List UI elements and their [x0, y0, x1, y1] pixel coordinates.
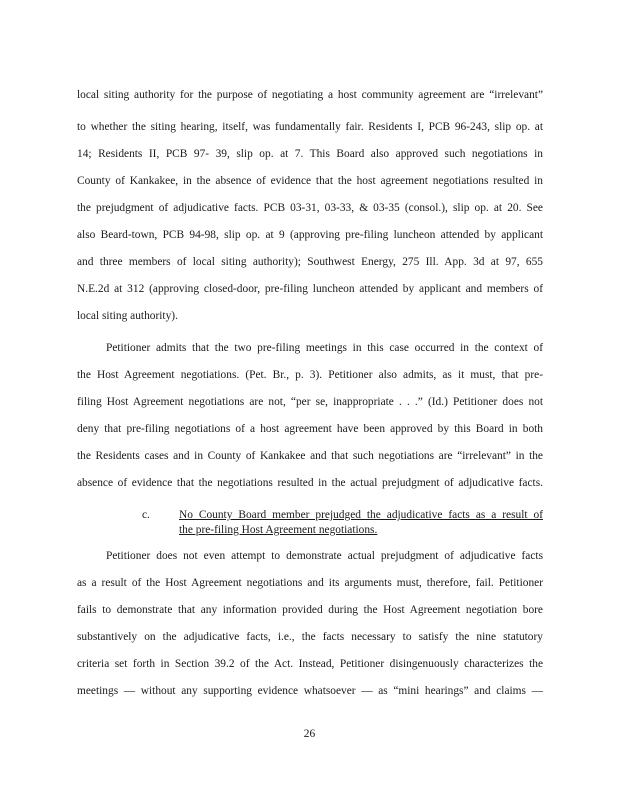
p2-line-5: the Residents cases and in County of Kankakee and that such negotiations are “irrelevant” in the: [77, 450, 543, 462]
p3-line-6: meetings — without any supporting evidence whatsoever — as “mini hearings” and claims —: [77, 685, 543, 697]
p1-line-1: local siting authority for the purpose of negotiating a host community agreement are “irrelevant”: [77, 89, 543, 101]
p3-line-1: Petitioner does not even attempt to demonstrate actual prejudgment of adjudicative facts: [106, 550, 543, 562]
p3-line-3: fails to demonstrate that any information provided during the Host Agreement negotiation bore: [77, 604, 543, 616]
p1-line-8: N.E.2d at 312 (approving closed-door, pre-filing luncheon attended by applicant and members of: [77, 283, 543, 295]
subheading-marker: c.: [142, 509, 150, 521]
p1-line-3: 14; Residents II, PCB 97- 39, slip op. at 7. This Board also approved such negotiations in: [77, 148, 543, 160]
p1-line-5: the prejudgment of adjudicative facts. PCB 03-31, 03-33, & 03-35 (consol.), slip op. at 20. See: [77, 202, 543, 214]
p1-line-9: local siting authority).: [77, 310, 178, 322]
page-number: 26: [303, 728, 316, 740]
p2-line-2: the Host Agreement negotiations. (Pet. Br., p. 3). Petitioner also admits, as it must, that pre-: [77, 369, 543, 381]
subheading-line-2: the pre-filing Host Agreement negotiations.: [179, 524, 378, 536]
p1-line-7: and three members of local siting authority); Southwest Energy, 275 Ill. App. 3d at 97, 655: [77, 256, 543, 268]
p2-line-4: deny that pre-filing negotiations of a host agreement have been approved by this Board in both: [77, 423, 543, 435]
p1-line-4: County of Kankakee, in the absence of evidence that the host agreement negotiations resulted in: [77, 175, 543, 187]
p1-line-2: to whether the siting hearing, itself, was fundamentally fair. Residents I, PCB 96-243, slip op. at: [77, 121, 543, 133]
p2-line-1: Petitioner admits that the two pre-filing meetings in this case occurred in the context of: [106, 342, 543, 354]
p3-line-2: as a result of the Host Agreement negotiations and its arguments must, therefore, fail. Petitioner: [77, 577, 543, 589]
p2-line-6: absence of evidence that the negotiations resulted in the actual prejudgment of adjudicative facts.: [77, 477, 543, 489]
p1-line-6: also Beard-town, PCB 94-98, slip op. at 9 (approving pre-filing luncheon attended by applicant: [77, 229, 543, 241]
subheading-line-1: No County Board member prejudged the adjudicative facts as a result of: [179, 509, 543, 521]
p2-line-3: filing Host Agreement negotiations are not, “per se, inappropriate . . .” (Id.) Petitioner does not: [77, 396, 543, 408]
p3-line-5: criteria set forth in Section 39.2 of the Act. Instead, Petitioner disingenuously characterizes the: [77, 658, 543, 670]
p3-line-4: substantively on the adjudicative facts, i.e., the facts necessary to satisfy the nine statutory: [77, 631, 543, 643]
